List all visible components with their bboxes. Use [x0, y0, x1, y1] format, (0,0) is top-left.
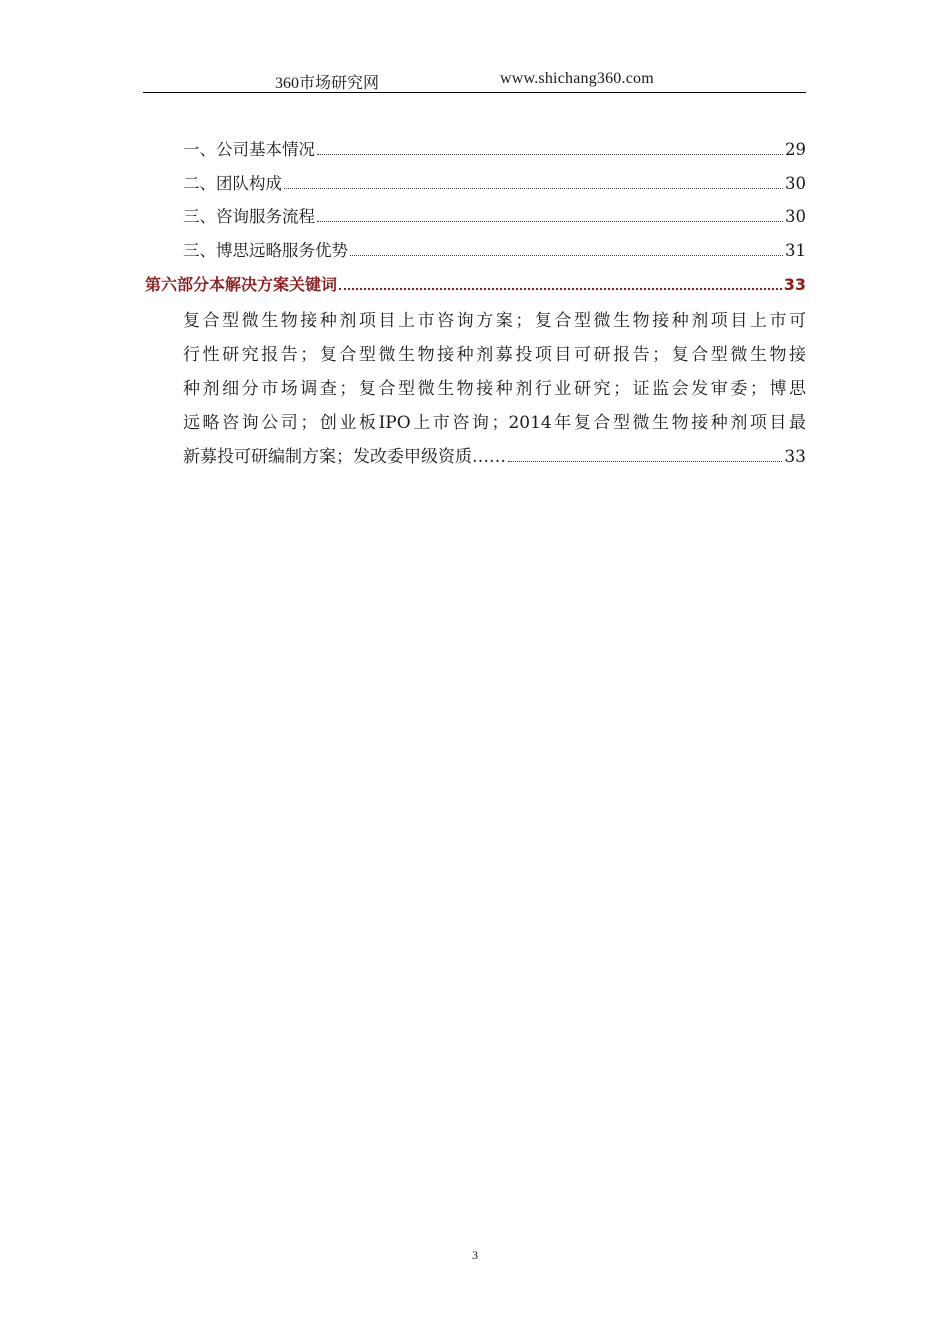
toc-section-page: 33 [783, 275, 806, 294]
dot-leader [339, 288, 782, 290]
toc-item-label: 三、咨询服务流程 [183, 207, 315, 226]
keywords-page: 33 [784, 447, 806, 467]
page-number: 3 [472, 1248, 478, 1262]
keywords-line: 新募投可研编制方案；发改委甲级资质…… [183, 447, 506, 467]
keywords-entry[interactable] [183, 304, 806, 474]
toc-item[interactable] [183, 138, 806, 162]
page-header [143, 68, 806, 93]
keywords-last-line [183, 440, 806, 474]
keywords-line: 种剂细分市场调查；复合型微生物接种剂行业研究；证监会发审委；博思 [183, 379, 806, 399]
keywords-line: 行性研究报告；复合型微生物接种剂募投项目可研报告；复合型微生物接 [183, 345, 806, 365]
toc-item-page: 29 [785, 140, 806, 159]
keywords-line: 复合型微生物接种剂项目上市咨询方案；复合型微生物接种剂项目上市可 [183, 311, 806, 331]
dot-leader [350, 255, 783, 256]
toc-item-label: 二、团队构成 [183, 174, 282, 193]
toc-item-page: 30 [785, 174, 806, 193]
toc-item-page: 31 [785, 241, 806, 260]
toc-item[interactable] [183, 239, 806, 263]
toc-section-label: 第六部分本解决方案关键词 [145, 275, 338, 294]
toc-section[interactable] [145, 273, 806, 297]
dot-leader [284, 188, 783, 189]
toc-item[interactable] [183, 172, 806, 196]
toc-item-page: 30 [785, 207, 806, 226]
dot-leader [317, 221, 783, 222]
dot-leader [508, 461, 782, 462]
keywords-line: 远略咨询公司；创业板IPO上市咨询；2014年复合型微生物接种剂项目最 [183, 413, 806, 433]
toc-item-label: 三、博思远略服务优势 [183, 241, 348, 260]
toc-item-label: 一、公司基本情况 [183, 140, 315, 159]
site-url: www.shichang360.com [500, 70, 654, 87]
site-name: 360市场研究网 [275, 75, 380, 92]
dot-leader [317, 154, 783, 155]
toc-item[interactable] [183, 205, 806, 229]
